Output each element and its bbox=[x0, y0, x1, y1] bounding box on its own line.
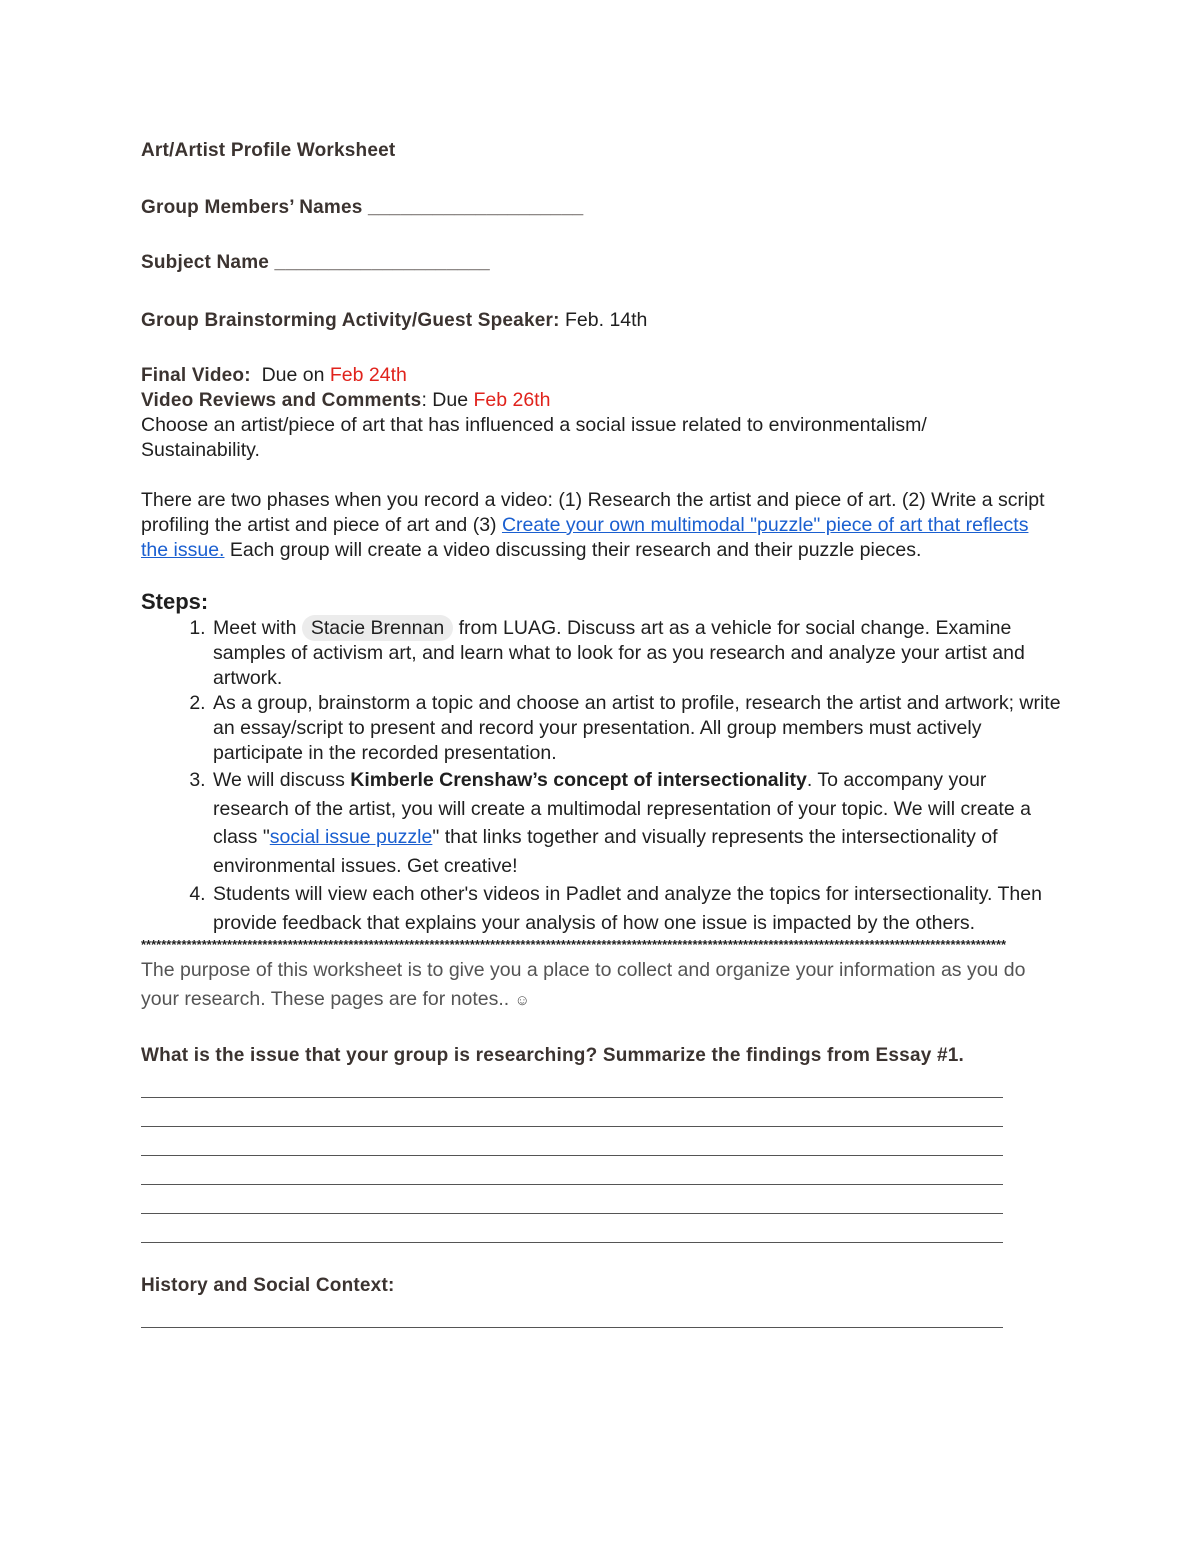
brainstorm-label: Group Brainstorming Activity/Guest Speaker: bbox=[141, 310, 560, 331]
star-divider: *************************************************************************************************************************************************************************** bbox=[141, 937, 1007, 952]
reviews-label: Video Reviews and Comments bbox=[141, 390, 422, 411]
answer-line[interactable] bbox=[141, 1214, 1003, 1243]
step-2: 2. As a group, brainstorm a topic and choose an artist to profile, research the artist and artwork; write an essay/script to present and record your presentation. All group members must actively participate in the recorded presentation. bbox=[211, 691, 1061, 766]
answer-line[interactable] bbox=[141, 1156, 1003, 1185]
reviews-date: Feb 26th bbox=[473, 389, 551, 411]
brainstorm-date: Feb. 14th bbox=[559, 309, 648, 331]
reviews-due: : Due bbox=[421, 389, 474, 411]
answer-line[interactable] bbox=[141, 1098, 1003, 1127]
subject-row bbox=[141, 252, 1061, 274]
answer-line[interactable] bbox=[141, 1069, 1003, 1098]
phases-text: There are two phases when you record a video: (1) Research the artist and piece of art. (2) Write a script profiling the artist and piece of art and (3) bbox=[141, 489, 1045, 536]
step-3-text-after: " that links together and visually represents the intersectionality of environmental issues. Get creative! bbox=[213, 826, 998, 877]
social-issue-puzzle-link[interactable]: social issue puzzle bbox=[269, 826, 433, 848]
phases-paragraph bbox=[141, 488, 1053, 563]
step-3-bold: Kimberle Crenshaw’s concept of intersectionality bbox=[350, 769, 807, 791]
step-3 bbox=[211, 766, 1061, 880]
steps-list bbox=[141, 615, 1061, 937]
person-chip[interactable]: Stacie Brennan bbox=[302, 615, 453, 641]
intro-line-1: Choose an artist/piece of art that has influenced a social issue related to environmentalism/ bbox=[141, 414, 927, 436]
step-3-text-mid: . To accompany your research of the artist, you will create a multimodal representation of your topic. We will create a class " bbox=[213, 769, 1031, 848]
final-video-label: Final Video: bbox=[141, 365, 251, 386]
group-members-blank: ____________________ bbox=[368, 197, 584, 218]
purpose-paragraph bbox=[141, 956, 1061, 1015]
brainstorm-row bbox=[141, 308, 1061, 333]
question-issue: What is the issue that your group is researching? Summarize the findings from Essay #1. bbox=[141, 1045, 964, 1066]
group-members-row bbox=[141, 197, 1061, 219]
smiley-icon: ☺ bbox=[514, 991, 530, 1009]
step-1-text-after: from LUAG. Discuss art as a vehicle for social change. Examine samples of activism art, and learn what to look for as you research and analyze your artist and artwork. bbox=[213, 617, 1025, 689]
step-1 bbox=[211, 615, 1061, 691]
purpose-text: The purpose of this worksheet is to give you a place to collect and organize your information as you do your research. These pages are for notes.. bbox=[141, 959, 1026, 1010]
answer-lines-1 bbox=[141, 1069, 1061, 1243]
document-body bbox=[141, 140, 1061, 1328]
puzzle-piece-link[interactable]: Create your own multimodal "puzzle" piece of art that reflects the issue. bbox=[141, 514, 1029, 561]
step-3-text: We will discuss bbox=[213, 769, 351, 791]
final-video-row bbox=[141, 363, 1061, 388]
final-video-date: Feb 24th bbox=[329, 364, 407, 386]
group-members-label: Group Members’ Names bbox=[141, 197, 363, 218]
answer-line[interactable] bbox=[141, 1185, 1003, 1214]
reviews-row bbox=[141, 388, 1061, 413]
phases-text-after: Each group will create a video discussing their research and their puzzle pieces. bbox=[224, 539, 922, 561]
final-video-due: Due on bbox=[250, 364, 330, 386]
answer-lines-2 bbox=[141, 1299, 1061, 1328]
answer-line[interactable] bbox=[141, 1299, 1003, 1328]
steps-heading: Steps: bbox=[141, 589, 209, 614]
question-history: History and Social Context: bbox=[141, 1275, 395, 1296]
step-4: 4. Students will view each other's videos in Padlet and analyze the topics for intersectionality. Then provide feedback that explains your analysis of how one issue is impacted by the others. bbox=[211, 880, 1061, 937]
subject-blank: ____________________ bbox=[274, 252, 490, 273]
intro-line-2: Sustainability. bbox=[141, 439, 260, 461]
step-1-text: Meet with bbox=[213, 617, 302, 639]
answer-line[interactable] bbox=[141, 1127, 1003, 1156]
subject-label: Subject Name bbox=[141, 252, 270, 273]
page-title: Art/Artist Profile Worksheet bbox=[141, 140, 396, 161]
